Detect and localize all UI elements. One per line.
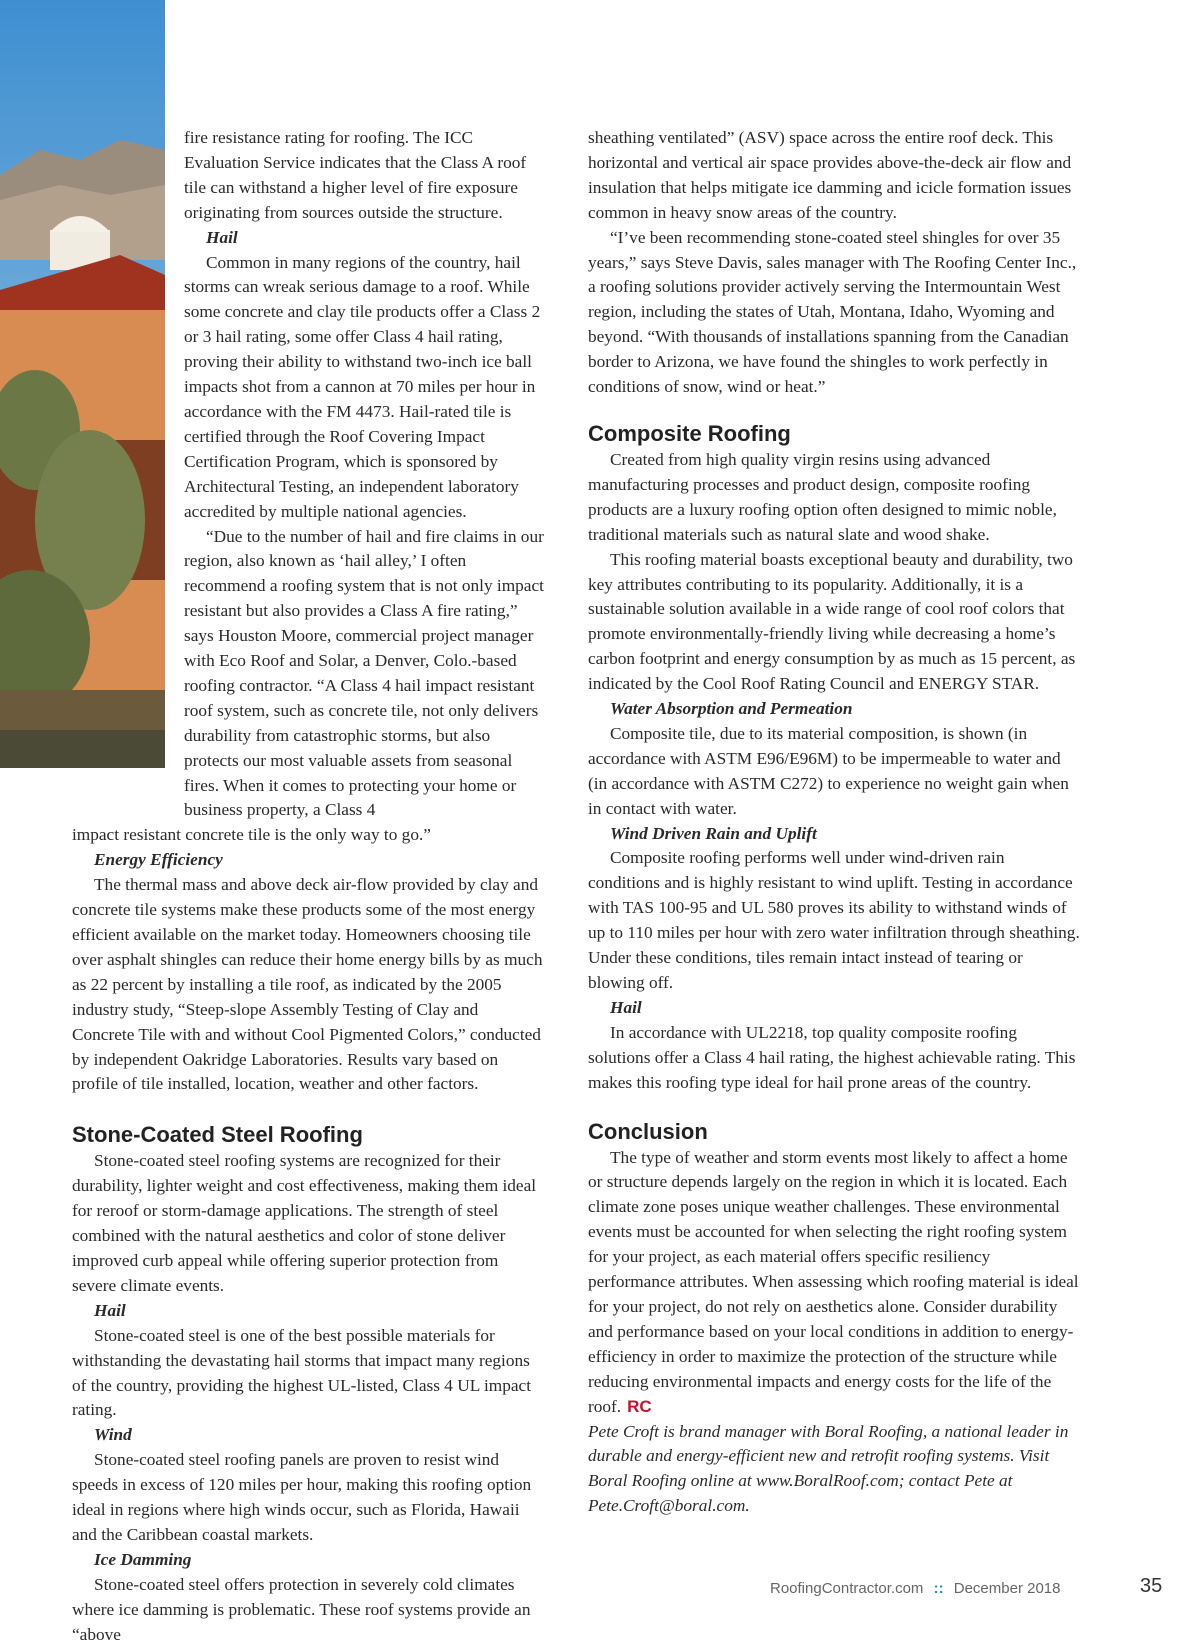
conclusion-heading: Conclusion	[588, 1118, 708, 1144]
right-column	[588, 126, 1080, 1519]
quote-paragraph: “I’ve been recommending stone-coated steel shingles for over 35 years,” says Steve Davis, sales manager with The Roofing Center Inc., a roofing solutions provider actively serving the Intermountain West region, including the states of Utah, Montana, Idaho, Wyoming and beyond. “With thousands of installations spanning from the Canadian border to Arizona, we have found the shingles to work perfectly in conditions of snow, wind or heat.”	[588, 227, 1077, 397]
rc-end-mark: RC	[627, 1396, 652, 1416]
page-footer	[770, 1580, 1060, 1597]
intro-paragraph: fire resistance rating for roofing. The ICC Evaluation Service indicates that the Class A roof tile can withstand a higher level of fire exposure originating from sources outside the structure.	[184, 128, 527, 222]
steel-wind-subheading: Wind	[94, 1425, 132, 1445]
energy-efficiency-paragraph: The thermal mass and above deck air-flow provided by clay and concrete tile systems make these products some of the most energy efficient available on the market today. Homeowners choosing tile over asphalt shingles can reduce their home energy bills by as much as 22 percent by installing a tile roof, as indicated by the 2005 industry study, “Steep-slope Assembly Testing of Clay and Concrete Tile with and without Cool Pigmented Colors,” conducted by independent Oakridge Laboratories. Results vary based on profile of tile installed, location, weather and other factors.	[72, 875, 543, 1094]
composite-hail-paragraph: In accordance with UL2218, top quality composite roofing solutions offer a Class 4 hail rating, the highest achievable rating. This makes this roofing type ideal for hail prone areas of the country.	[588, 1022, 1076, 1092]
continued-paragraph: sheathing ventilated” (ASV) space across the entire roof deck. This horizontal and vertical air space provides above-the-deck air flow and insulation that helps mitigate ice damming and icicle formation issues common in heavy snow areas of the country.	[588, 128, 1072, 222]
steel-hail-paragraph: Stone-coated steel is one of the best possible materials for withstanding the devastating hail storms that impact many regions of the country, providing the highest UL-listed, Class 4 UL impact rating.	[72, 1325, 531, 1420]
footer-site: RoofingContractor.com	[770, 1580, 924, 1597]
composite-hail-subheading: Hail	[610, 997, 642, 1017]
stone-coated-steel-paragraph: Stone-coated steel roofing systems are recognized for their durability, lighter weight and cost effectiveness, making them ideal for reroof or storm-damage applications. The strength of steel combined with the natural aesthetics and color of stone deliver improved curb appeal while offering superior protection from severe climate events.	[72, 1151, 537, 1295]
page-number: 35	[1140, 1575, 1163, 1597]
wind-driven-rain-subheading: Wind Driven Rain and Uplift	[610, 823, 817, 843]
wind-driven-rain-paragraph: Composite roofing performs well under wind-driven rain conditions and is highly resistant to wind uplift. Testing in accordance with TAS 100-95 and UL 580 proves its ability to withstand winds of up to 110 miles per hour with zero water infiltration through sheathing. Under these conditions, tiles remain intact instead of tearing or blowing off.	[588, 848, 1080, 992]
stone-coated-steel-heading: Stone-Coated Steel Roofing	[72, 1122, 363, 1148]
steel-wind-paragraph: Stone-coated steel roofing panels are proven to resist wind speeds in excess of 120 miles per hour, making this roofing option ideal in regions where high winds occur, such as Florida, Hawaii and the Caribbean coastal markets.	[72, 1450, 532, 1544]
steel-ice-damming-paragraph: Stone-coated steel offers protection in severely cold climates where ice damming is problematic. These roof systems provide an “above	[72, 1574, 531, 1644]
conclusion-paragraph	[588, 1146, 1080, 1420]
water-absorption-paragraph: Composite tile, due to its material composition, is shown (in accordance with ASTM E96/E96M) to be impermeable to water and (in accordance with ASTM C272) to experience no weight gain when in contact with water.	[588, 723, 1069, 818]
composite-paragraph-1: Created from high quality virgin resins using advanced manufacturing processes and product design, composite roofing products are a luxury roofing option often designed to mimic noble, traditional materials such as natural slate and wood shake.	[588, 449, 1057, 544]
hail-paragraph-1: Common in many regions of the country, hail storms can wreak serious damage to a roof. While some concrete and clay tile products offer a Class 2 or 3 hail rating, some offer Class 4 hail rating, proving their ability to withstand two-inch ice ball impacts shot from a cannon at 70 miles per hour in accordance with the FM 4473. Hail-rated tile is certified through the Roof Covering Impact Certification Program, which is sponsored by Architectural Testing, an independent laboratory accredited by multiple national agencies.	[184, 252, 541, 521]
footer-separator: ::	[933, 1580, 944, 1597]
composite-paragraph-2: This roofing material boasts exceptional beauty and durability, two key attributes contributing to its popularity. Additionally, it is a sustainable solution available in a wide range of cool roof colors that promote environmentally-friendly living while decreasing a home’s carbon footprint and energy consumption by as much as 15 percent, as indicated by the Cool Roof Rating Council and ENERGY STAR.	[588, 549, 1076, 694]
wrapped-section	[72, 126, 544, 823]
footer-date: December 2018	[953, 1580, 1061, 1597]
author-bio: Pete Croft is brand manager with Boral Roofing, a national leader in durable and energy-efficient new and retrofit roofing systems. Visit Boral Roofing online at www.BoralRoof.com; contact Pete at Pete.Croft@boral.com.	[588, 1421, 1069, 1516]
hail-paragraph-2-end: impact resistant concrete tile is the only way to go.”	[72, 825, 431, 845]
steel-ice-damming-subheading: Ice Damming	[94, 1549, 192, 1569]
composite-roofing-heading: Composite Roofing	[588, 420, 791, 446]
conclusion-text: The type of weather and storm events most likely to affect a home or structure depends largely on the region in which it is located. Each climate zone poses unique weather challenges. These environmental events must be accounted for when selecting the right roofing system for your project, as each material offers specific resiliency performance attributes. When assessing which roofing material is ideal for your project, do not rely on aesthetics alone. Consider durability and performance based on your local conditions in addition to energy-efficiency in order to maximize the protection of the structure while reducing environmental impacts and energy costs for the life of the roof.	[588, 1147, 1079, 1416]
steel-hail-subheading: Hail	[94, 1300, 126, 1320]
left-column	[72, 126, 544, 1647]
water-absorption-subheading: Water Absorption and Permeation	[610, 699, 853, 719]
hail-paragraph-2: “Due to the number of hail and fire claims in our region, also known as ‘hail alley,’ I often recommend a roofing system that is not only impact resistant but also provides a Class A fire rating,” says Houston Moore, commercial project manager with Eco Roof and Solar, a Denver, Colo.-based roofing contractor. “A Class 4 hail impact resistant roof system, such as concrete tile, not only delivers durability from catastrophic storms, but also protects our most valuable assets from seasonal fires. When it comes to protecting your home or business property, a Class 4	[184, 526, 544, 820]
hail-subheading: Hail	[206, 227, 238, 247]
energy-efficiency-subheading: Energy Efficiency	[94, 850, 223, 870]
